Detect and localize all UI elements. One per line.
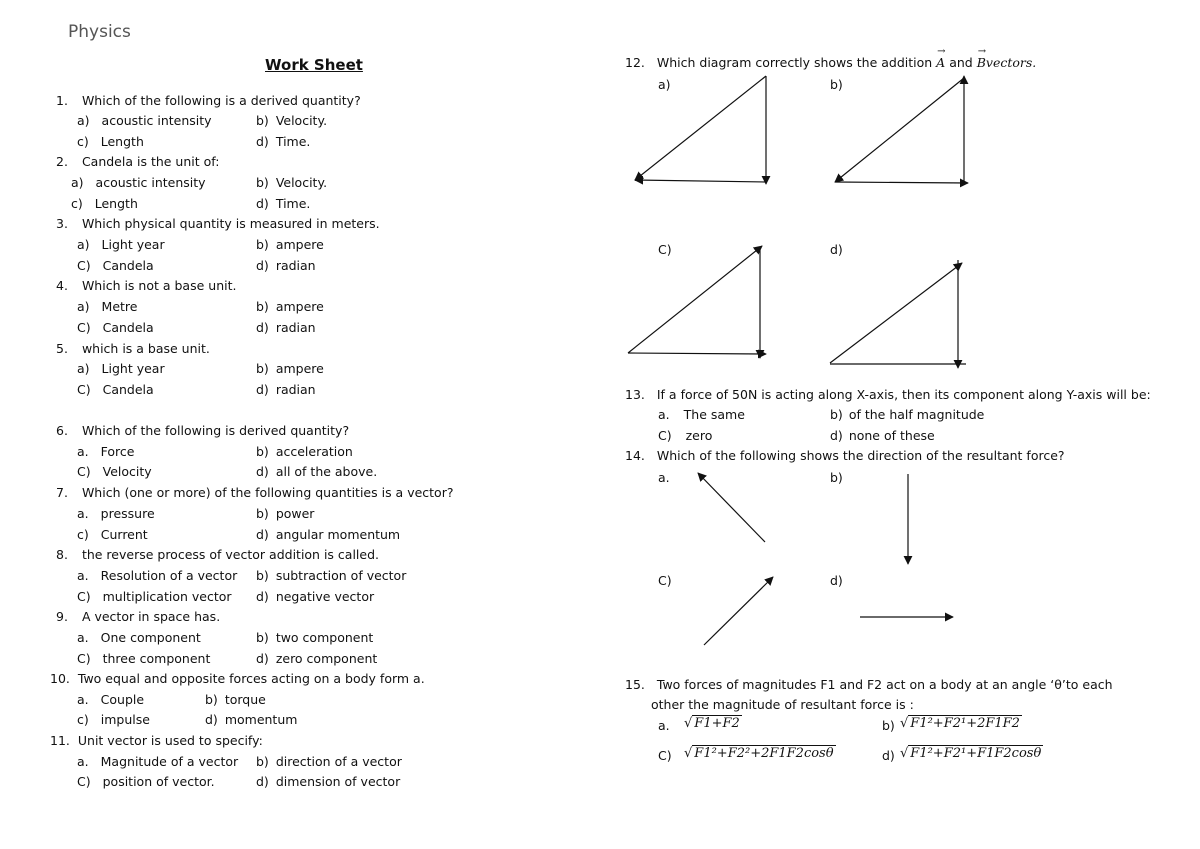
option-text: multiplication vector bbox=[102, 589, 232, 604]
option-letter: C) bbox=[77, 320, 91, 335]
option-text: direction of a vector bbox=[275, 754, 402, 769]
option-text: One component bbox=[100, 630, 201, 645]
option-letter: b) bbox=[256, 175, 269, 190]
option-text: pressure bbox=[100, 506, 155, 521]
question-number: 8. bbox=[56, 547, 68, 562]
question-number: 13. bbox=[625, 387, 645, 402]
diagram-12d bbox=[830, 260, 966, 368]
option-letter: d) bbox=[256, 196, 269, 211]
option-letter: d) bbox=[256, 527, 269, 542]
question-number: 2. bbox=[56, 154, 68, 169]
option-text: Metre bbox=[101, 299, 138, 314]
option-letter: d) bbox=[256, 651, 269, 666]
question-number: 9. bbox=[56, 609, 68, 624]
question-number: 15. bbox=[625, 677, 645, 692]
question-text-line1: Two forces of magnitudes F1 and F2 act on a body at an angle ‘θ’to each bbox=[656, 677, 1113, 692]
q14-label-b: b) bbox=[830, 470, 843, 485]
vector-line bbox=[628, 353, 766, 354]
option-text: momentum bbox=[224, 712, 298, 727]
question-number: 7. bbox=[56, 485, 68, 500]
option-letter: c) bbox=[77, 527, 89, 542]
diagram-12b bbox=[835, 76, 968, 183]
option-text: Force bbox=[100, 444, 135, 459]
option-letter: a) bbox=[77, 237, 90, 252]
question-number: 6. bbox=[56, 423, 68, 438]
option-text: ampere bbox=[275, 299, 324, 314]
option-letter: b) bbox=[205, 692, 218, 707]
option-letter: b) bbox=[256, 299, 269, 314]
question-text: Which of the following shows the direction of the resultant force? bbox=[656, 448, 1065, 463]
option-letter: d) bbox=[205, 712, 218, 727]
option-text: Current bbox=[100, 527, 148, 542]
q13-option-b: b) of the half magnitude bbox=[830, 407, 985, 422]
question-number: 14. bbox=[625, 448, 645, 463]
option-letter: d) bbox=[256, 320, 269, 335]
option-letter: C) bbox=[77, 464, 91, 479]
option-letter: a) bbox=[77, 113, 90, 128]
option-letter: a. bbox=[77, 444, 89, 459]
option-text: Couple bbox=[100, 692, 145, 707]
question-text: Which of the following is a derived quantity? bbox=[81, 93, 361, 108]
option-text: zero component bbox=[275, 651, 378, 666]
option-letter: c) bbox=[77, 134, 89, 149]
option-letter: d) bbox=[256, 134, 269, 149]
option-text: subtraction of vector bbox=[275, 568, 407, 583]
vectors-word: vectors. bbox=[985, 55, 1037, 70]
vector-line bbox=[830, 263, 962, 363]
option-text: position of vector. bbox=[102, 774, 215, 789]
option-letter: C) bbox=[77, 651, 91, 666]
option-letter: a) bbox=[71, 175, 84, 190]
question-number: 1. bbox=[56, 93, 68, 108]
question-number: 5. bbox=[56, 341, 68, 356]
option-text: Candela bbox=[102, 320, 154, 335]
option-letter: a. bbox=[77, 754, 89, 769]
option-letter: b) bbox=[256, 361, 269, 376]
vector-b-symbol: → B bbox=[976, 46, 987, 70]
question-number: 4. bbox=[56, 278, 68, 293]
option-letter: C) bbox=[77, 774, 91, 789]
option-text: Length bbox=[100, 134, 144, 149]
question-number: 3. bbox=[56, 216, 68, 231]
question-text: Which (one or more) of the following quantities is a vector? bbox=[81, 485, 454, 500]
option-text: acoustic intensity bbox=[101, 113, 212, 128]
option-letter: a) bbox=[77, 361, 90, 376]
question-text: which is a base unit. bbox=[81, 341, 210, 356]
option-letter: c) bbox=[71, 196, 83, 211]
option-text: acoustic intensity bbox=[95, 175, 206, 190]
option-text: ampere bbox=[275, 361, 324, 376]
option-text: three component bbox=[102, 651, 211, 666]
question-text: Candela is the unit of: bbox=[81, 154, 220, 169]
option-text: radian bbox=[275, 258, 316, 273]
resultant-arrow-c bbox=[704, 577, 773, 645]
option-text: Light year bbox=[101, 361, 165, 376]
q12-label-a: a) bbox=[658, 77, 671, 92]
option-text: Candela bbox=[102, 382, 154, 397]
option-letter: d) bbox=[256, 589, 269, 604]
q15-option-c-formula: √ F1²+F2²+2F1F2cosθ bbox=[684, 746, 834, 761]
option-text: radian bbox=[275, 320, 316, 335]
q14-label-d: d) bbox=[830, 573, 843, 588]
question-number: 10. bbox=[50, 671, 70, 686]
vector-line bbox=[635, 180, 766, 182]
diagram-12c bbox=[628, 246, 766, 358]
option-letter: b) bbox=[256, 568, 269, 583]
option-letter: a. bbox=[77, 568, 89, 583]
q12-label-b: b) bbox=[830, 77, 843, 92]
option-letter: b) bbox=[256, 444, 269, 459]
option-letter: a) bbox=[77, 299, 90, 314]
option-letter: b) bbox=[256, 754, 269, 769]
option-text: Light year bbox=[101, 237, 165, 252]
resultant-arrow-a bbox=[698, 473, 765, 542]
diagram-12a bbox=[635, 76, 766, 184]
option-letter: a. bbox=[77, 630, 89, 645]
vector-a-symbol: → A bbox=[936, 46, 946, 70]
option-text: acceleration bbox=[275, 444, 353, 459]
option-letter: d) bbox=[256, 382, 269, 397]
option-letter: d) bbox=[256, 464, 269, 479]
question-text: Which is not a base unit. bbox=[81, 278, 237, 293]
q13-option-a: a. The same bbox=[658, 407, 745, 422]
option-text: Resolution of a vector bbox=[100, 568, 238, 583]
question-text: Which physical quantity is measured in meters. bbox=[81, 216, 380, 231]
option-letter: b) bbox=[256, 630, 269, 645]
option-text: Time. bbox=[275, 196, 311, 211]
option-text: ampere bbox=[275, 237, 324, 252]
question-number: 11. bbox=[50, 733, 70, 748]
question-text: the reverse process of vector addition is called. bbox=[81, 547, 379, 562]
option-letter: C) bbox=[77, 258, 91, 273]
q12-label-d: d) bbox=[830, 242, 843, 257]
q15-option-b-formula: √ F1²+F2¹+2F1F2 bbox=[900, 716, 1020, 731]
option-text: Candela bbox=[102, 258, 154, 273]
option-letter: d) bbox=[256, 258, 269, 273]
q15-option-a-label: a. bbox=[658, 718, 670, 733]
vector-line bbox=[628, 246, 762, 353]
question-text: Which of the following is derived quantity? bbox=[81, 423, 350, 438]
q15-option-a-formula: √ F1+F2 bbox=[684, 716, 740, 731]
option-text: power bbox=[275, 506, 315, 521]
q15-option-d-formula: √ F1²+F2¹+F1F2cosθ bbox=[900, 746, 1042, 761]
option-text: Velocity. bbox=[275, 113, 328, 128]
option-text: radian bbox=[275, 382, 316, 397]
question-text: Unit vector is used to specify: bbox=[77, 733, 263, 748]
option-text: all of the above. bbox=[275, 464, 378, 479]
option-letter: d) bbox=[256, 774, 269, 789]
q15-text-line2: other the magnitude of resultant force is : bbox=[651, 697, 914, 712]
option-text: torque bbox=[224, 692, 266, 707]
question-text: A vector in space has. bbox=[81, 609, 221, 624]
question-number: 12. bbox=[625, 55, 645, 70]
option-text: dimension of vector bbox=[275, 774, 401, 789]
option-letter: c) bbox=[77, 712, 89, 727]
option-text: negative vector bbox=[275, 589, 375, 604]
option-text: angular momentum bbox=[275, 527, 401, 542]
q15-option-d-label: d) bbox=[882, 748, 895, 763]
option-text: Length bbox=[94, 196, 138, 211]
vector-line bbox=[835, 78, 964, 182]
q13-option-d: d) none of these bbox=[830, 428, 935, 443]
vector-line bbox=[835, 182, 968, 183]
option-letter: a. bbox=[77, 692, 89, 707]
subject-label: Physics bbox=[68, 22, 131, 42]
option-letter: a. bbox=[77, 506, 89, 521]
option-letter: C) bbox=[77, 382, 91, 397]
option-text: Velocity bbox=[102, 464, 152, 479]
q15-option-b-label: b) bbox=[882, 718, 895, 733]
and-word: and bbox=[949, 55, 973, 70]
question-text: Two equal and opposite forces acting on a body form a. bbox=[77, 671, 425, 686]
q14-label-c: C) bbox=[658, 573, 672, 588]
q12-label-c: C) bbox=[658, 242, 672, 257]
option-letter: b) bbox=[256, 113, 269, 128]
option-text: Time. bbox=[275, 134, 311, 149]
option-letter: b) bbox=[256, 506, 269, 521]
q14-label-a: a. bbox=[658, 470, 670, 485]
worksheet-title: Work Sheet bbox=[265, 56, 363, 74]
option-text: Velocity. bbox=[275, 175, 328, 190]
option-text: two component bbox=[275, 630, 374, 645]
q13-option-c: C) zero bbox=[658, 428, 713, 443]
q15-option-c-label: C) bbox=[658, 748, 672, 763]
question-text: Which diagram correctly shows the addition bbox=[656, 55, 933, 70]
option-text: impulse bbox=[100, 712, 150, 727]
option-letter: b) bbox=[256, 237, 269, 252]
option-letter: C) bbox=[77, 589, 91, 604]
question-text: If a force of 50N is acting along X-axis, then its component along Y-axis will be: bbox=[656, 387, 1151, 402]
vector-line bbox=[635, 76, 766, 180]
option-text: Magnitude of a vector bbox=[100, 754, 239, 769]
